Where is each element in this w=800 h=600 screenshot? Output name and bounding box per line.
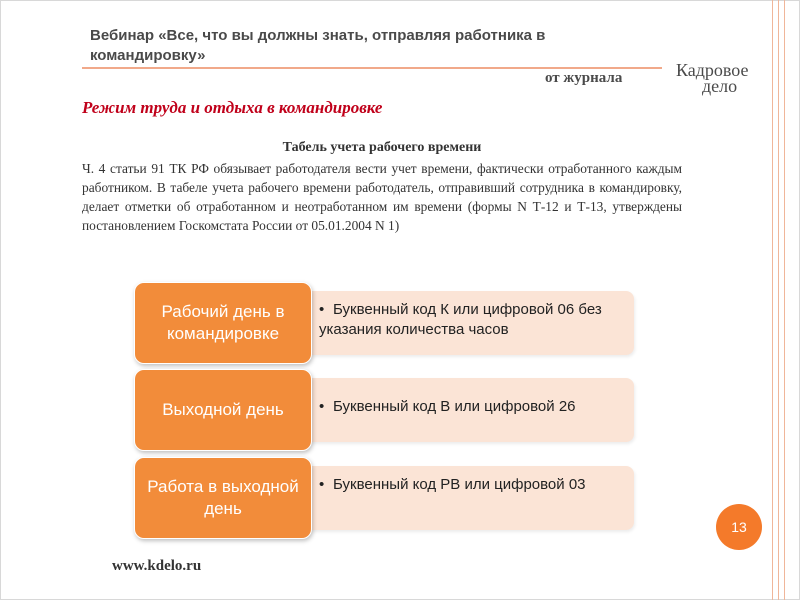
day-type-label: Рабочий день в командировке (161, 302, 285, 343)
section-title: Режим труда и отдыха в командировке (82, 98, 383, 117)
day-type-label-box (134, 282, 312, 364)
bullet-icon: • (319, 476, 325, 493)
decor-rule (784, 0, 785, 600)
bullet-icon: • (319, 398, 325, 415)
day-type-label: Работа в выходной день (147, 477, 299, 518)
code-description-text: Буквенный код В или цифровой 26 (333, 398, 576, 415)
day-type-label-box (134, 369, 312, 451)
decor-rule (772, 0, 773, 600)
header-source-text: от журнала (545, 70, 623, 86)
day-type-label: Выходной день (162, 400, 284, 419)
timesheet-row (134, 282, 636, 364)
footer-website-link[interactable]: www.kdelo.ru (112, 558, 202, 574)
webinar-title: Вебинар «Все, что вы должны знать, отправляя работника в командировку» (90, 27, 546, 64)
day-type-label-box (134, 457, 312, 539)
code-description (319, 300, 619, 340)
table-subheading: Табель учета рабочего времени (282, 140, 482, 155)
body-paragraph: Ч. 4 статьи 91 ТК РФ обязывает работодателя вести учет времени, фактически отработанного каждым работником. В табеле учета рабочего времени работодатель, отправивший сотрудника в командировку, делает отметки об отработанном и неотработанном им времени (формы N Т-12 и Т-13, утверждены постановлением Госкомстата России от 05.01.2004 N 1) (82, 161, 682, 233)
timesheet-row (134, 457, 636, 539)
logo-line-2: дело (702, 76, 738, 96)
bullet-icon: • (319, 301, 325, 318)
kadrovoe-delo-logo (676, 60, 760, 100)
code-description (319, 397, 619, 417)
timesheet-row (134, 369, 636, 451)
code-description-text: Буквенный код К или цифровой 06 без указания количества часов (319, 301, 602, 338)
page-number-badge: 13 (716, 504, 762, 550)
header-divider (82, 67, 662, 69)
logo-line-1: Кадровое (676, 60, 749, 80)
code-description (319, 475, 619, 495)
code-description-text: Буквенный код РВ или цифровой 03 (333, 476, 586, 493)
decor-rule (778, 0, 779, 600)
